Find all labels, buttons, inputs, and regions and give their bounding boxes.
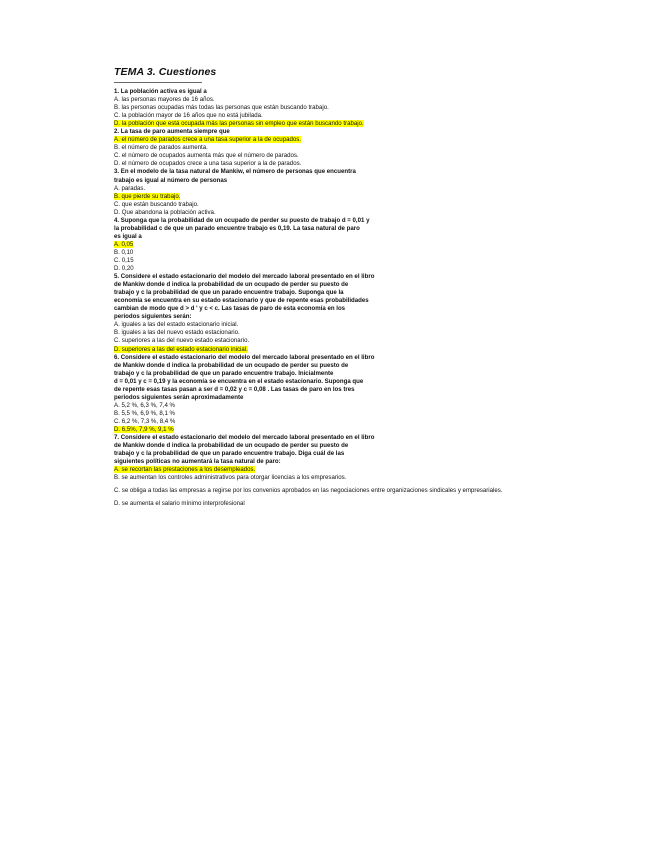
line-text: la probabilidad c de que un parado encuentre trabajo es 0,19. La tasa natural de paro — [114, 224, 360, 232]
answer-option-line — [114, 402, 534, 410]
answer-option-line — [114, 426, 534, 434]
line-text: B. iguales a las del nuevo estado estacionario. — [114, 329, 240, 337]
answer-option-line — [114, 249, 534, 257]
highlighted-answer: B. que pierde su trabajo. — [114, 192, 181, 200]
answer-option-paragraph: C. se obliga a todas las empresas a regirse por los convenios aprobados en las negociaciones entre organizaciones sindicales y empresariales. — [114, 487, 503, 495]
line-text: de Mankiw donde d indica la probabilidad de un ocupado de perder su puesto de — [114, 361, 349, 369]
answer-option-line — [114, 466, 534, 474]
answer-option-line — [114, 112, 534, 120]
question-text-line — [114, 88, 534, 96]
line-text: C. 0,15 — [114, 256, 134, 264]
question-text-line — [114, 217, 534, 225]
line-text: 5. Considere el estado estacionario del modelo del mercado laboral presentado en el libro — [114, 273, 375, 281]
question-text-line — [114, 128, 534, 136]
line-text: D. 0,20 — [114, 265, 134, 273]
question-text-line — [114, 378, 534, 386]
line-text: A. paradas. — [114, 184, 146, 192]
answer-option-paragraph: D. se aumenta el salario mínimo interprofesional — [114, 500, 245, 508]
answer-option-line — [114, 120, 534, 128]
line-text: C. la población mayor de 16 años que no está jubilada. — [114, 112, 263, 120]
line-text: de repente esas tasas pasan a ser d = 0,02 y c = 0,08 . Las tasas de paro en los tres — [114, 385, 355, 393]
line-text: de Mankiw donde d indica la probabilidad de un ocupado de perder su puesto de — [114, 281, 349, 289]
line-text: periodos siguientes serán: — [114, 313, 192, 321]
question-text-line — [114, 394, 534, 402]
answer-option-line — [114, 410, 534, 418]
line-text: trabajo y c la probabilidad de que un parado encuentre trabajo. Suponga que la — [114, 289, 344, 297]
line-text: A. iguales a las del estado estacionario inicial. — [114, 321, 239, 329]
line-text: A. las personas mayores de 16 años. — [114, 96, 215, 104]
question-text-line — [114, 450, 534, 458]
question-text-line — [114, 177, 534, 185]
question-text-line — [114, 225, 534, 233]
answer-option-line — [114, 193, 534, 201]
question-text-line — [114, 281, 534, 289]
line-text: trabajo y c la probabilidad de que un parado encuentre trabajo. Inicialmente — [114, 369, 334, 377]
line-text: C. superiores a las del nuevo estado estacionario. — [114, 337, 250, 345]
line-text: es igual a — [114, 232, 142, 240]
question-list — [114, 88, 534, 508]
highlighted-answer: D. superiores a las del estado estacionario inicial. — [114, 345, 248, 353]
question-text-line — [114, 442, 534, 450]
question-text-line — [114, 354, 534, 362]
title-underline — [114, 82, 202, 83]
question-text-line — [114, 313, 534, 321]
highlighted-answer: A. el número de parados crece a una tasa superior a la de ocupados. — [114, 136, 301, 144]
line-text: trabajo es igual al número de personas — [114, 176, 228, 184]
line-text: economía se encuentra en su estado estacionario y que de repente esas probabilidades — [114, 297, 369, 305]
answer-option-line — [114, 418, 534, 426]
line-text: 3. En el modelo de la tasa natural de Mankiw, el número de personas que encuentra — [114, 168, 356, 176]
line-text: 6. Considere el estado estacionario del modelo del mercado laboral presentado en el libro — [114, 353, 375, 361]
question-text-line — [114, 362, 534, 370]
question-text-line — [114, 370, 534, 378]
answer-option-line — [114, 257, 534, 265]
line-text: de Mankiw donde d indica la probabilidad de un ocupado de perder su puesto de — [114, 442, 349, 450]
page-title: TEMA 3. Cuestiones — [114, 66, 217, 78]
line-text: d = 0,01 y c = 0,19 y la economía se encuentra en el estado estacionario. Suponga que — [114, 377, 364, 385]
line-text: B. se aumentan los controles administrativos para otorgar licencias a los empresarios. — [114, 474, 347, 482]
answer-option-line — [114, 201, 534, 209]
answer-option-line — [114, 329, 534, 337]
line-text: 2. La tasa de paro aumenta siempre que — [114, 128, 230, 136]
highlighted-answer: A. se recortan las prestaciones a los desempleados. — [114, 466, 256, 474]
line-text: B. 5,5 %, 6,9 %, 8,1 % — [114, 409, 175, 417]
answer-option-line — [114, 241, 534, 249]
answer-option-line — [114, 265, 534, 273]
line-text: siguientes políticas no aumentará la tasa natural de paro: — [114, 458, 281, 466]
answer-option-line — [114, 160, 534, 168]
line-text: B. 0,10 — [114, 248, 134, 256]
line-text: A. 5,2 %, 6,3 %, 7,4 % — [114, 401, 175, 409]
line-text: 7. Considere el estado estacionario del modelo del mercado laboral presentado en el libro — [114, 434, 375, 442]
line-text: C. el número de ocupados aumenta más que el número de parados. — [114, 152, 299, 160]
answer-option-line — [114, 346, 534, 354]
highlighted-answer: D. la población que está ocupada más las personas sin empleo que están buscando trabajo. — [114, 120, 364, 128]
line-text: B. las personas ocupadas más todas las personas que están buscando trabajo. — [114, 104, 329, 112]
line-text: 4. Suponga que la probabilidad de un ocupado de perder su puesto de trabajo d = 0,01 y — [114, 216, 370, 224]
answer-option-line — [114, 136, 534, 144]
answer-option-line — [114, 185, 534, 193]
answer-option-line — [114, 209, 534, 217]
answer-option-line — [114, 104, 534, 112]
line-text: B. el número de parados aumenta. — [114, 144, 208, 152]
question-text-line — [114, 434, 534, 442]
question-text-line — [114, 305, 534, 313]
answer-option-line — [114, 152, 534, 160]
answer-option-line — [114, 144, 534, 152]
line-text: C. 6,2 %, 7,3 %, 8,4 % — [114, 417, 176, 425]
line-text: 1. La población activa es igual a — [114, 88, 207, 95]
line-text: cambian de modo que d > d ' y c < c. Las tasas de paro de esta economía en los — [114, 305, 346, 313]
question-text-line — [114, 273, 534, 281]
highlighted-answer: D. 6,5%, 7,9 %, 9,1 % — [114, 425, 174, 433]
question-text-line — [114, 458, 534, 466]
question-text-line — [114, 168, 534, 176]
highlighted-answer: A. 0,05 — [114, 240, 134, 248]
line-text: C. que están buscando trabajo. — [114, 200, 199, 208]
answer-option-line — [114, 96, 534, 104]
question-text-line — [114, 289, 534, 297]
line-text: D. el número de ocupados crece a una tasa superior a la de parados. — [114, 160, 302, 168]
line-text: D. Que abandona la población activa. — [114, 208, 216, 216]
question-text-line — [114, 233, 534, 241]
answer-option-line — [114, 474, 534, 482]
question-text-line — [114, 386, 534, 394]
answer-option-line — [114, 321, 534, 329]
answer-option-line — [114, 337, 534, 345]
line-text: periodos siguientes serán aproximadamente — [114, 393, 244, 401]
question-text-line — [114, 297, 534, 305]
line-text: trabajo y c la probabilidad de que un parado encuentre trabajo. Diga cuál de las — [114, 450, 345, 458]
